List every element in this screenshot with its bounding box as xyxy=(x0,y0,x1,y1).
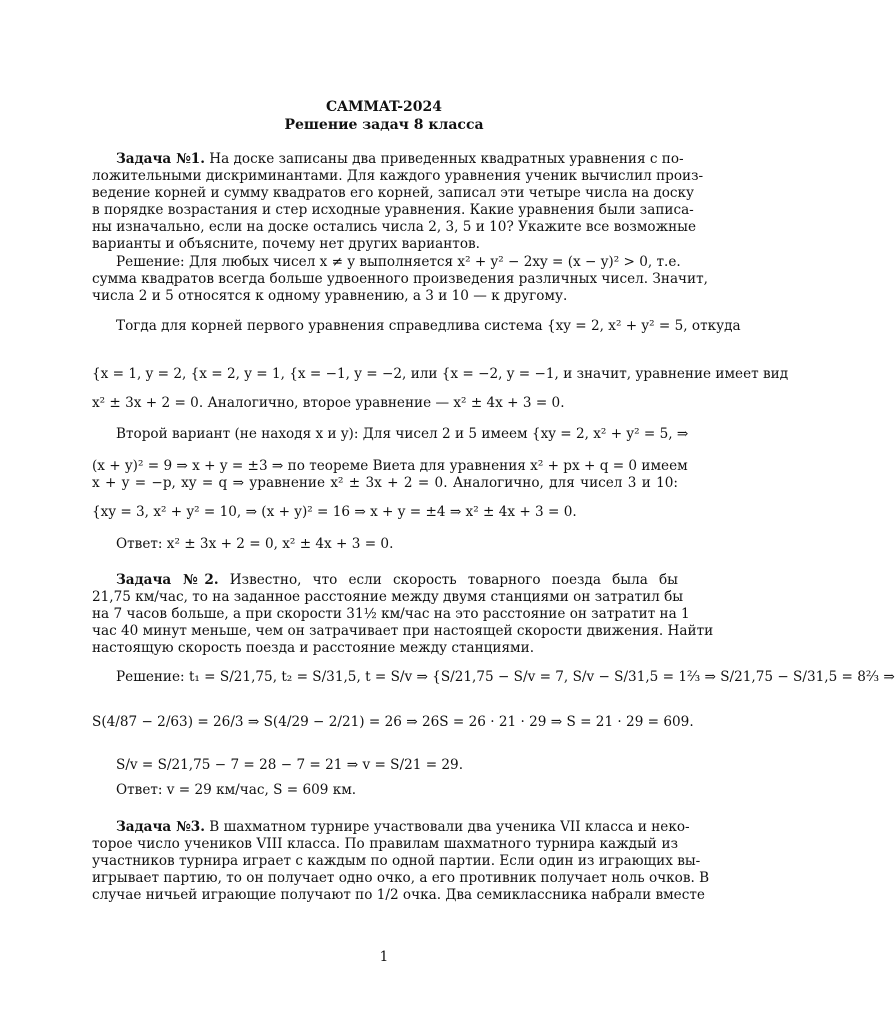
problem-1-line: (x + y)² = 9 ⇒ x + y = ±3 ⇒ по теореме Виета для уравнения x² + px + q = 0 имеем xyxy=(92,458,688,474)
problem-1-line: сумма квадратов всегда больше удвоенного произведения различных чисел. Значит, xyxy=(92,271,708,287)
problem-1-label: Задача №1. xyxy=(116,151,205,167)
problem-1-line: {xy = 3, x² + y² = 10, ⇒ (x + y)² = 16 ⇒ x + y = ±4 ⇒ x² ± 4x + 3 = 0. xyxy=(92,504,577,520)
problem-1-line: числа 2 и 5 относятся к одному уравнению, а 3 и 10 — к другому. xyxy=(92,288,568,304)
problem-3-line: торое число учеников VIII класса. По правилам шахматного турнира каждый из xyxy=(92,836,678,852)
problem-1-answer: Ответ: x² ± 3x + 2 = 0, x² ± 4x + 3 = 0. xyxy=(116,536,394,552)
problem-2-line: Решение: t₁ = S/21,75, t₂ = S/31,5, t = S/v ⇒ {S/21,75 − S/v = 7, S/v − S/31,5 = 1⅔ ⇒ S/21,75 − S/31,5 = 8⅔ ⇒ xyxy=(116,669,895,685)
problem-1-line: варианты и объясните, почему нет других вариантов. xyxy=(92,236,480,252)
problem-1-line: x + y = −p, xy = q ⇒ уравнение x² ± 3x + 2 = 0. Аналогично, для чисел 3 и 10: xyxy=(92,475,678,491)
problem-1-line: ложительными дискриминантами. Для каждого уравнения ученик вычислил произ- xyxy=(92,168,704,184)
problem-2-line: Задача №2. Известно, что если скорость товарного поезда была бы xyxy=(116,572,679,588)
problem-1-line: ны изначально, если на доске остались числа 2, 3, 5 и 10? Укажите все возможные xyxy=(92,219,697,235)
problem-1-line: Задача №1. На доске записаны два приведенных квадратных уравнения с по- xyxy=(116,151,684,167)
problem-2-answer: Ответ: v = 29 км/час, S = 609 км. xyxy=(116,782,357,798)
problem-3-line: случае ничьей играющие получают по 1/2 очка. Два семиклассника набрали вместе xyxy=(92,887,705,903)
problem-1-line: Второй вариант (не находя x и y): Для чисел 2 и 5 имеем {xy = 2, x² + y² = 5, ⇒ xyxy=(116,426,689,442)
problem-3-line: Задача №3. В шахматном турнире участвовали два ученика VII класса и неко- xyxy=(116,819,690,835)
problem-3-label: Задача №3. xyxy=(116,819,205,835)
problem-3-line: участников турнира играет с каждым по одной партии. Если один из играющих вы- xyxy=(92,853,701,869)
document-subtitle: Решение задач 8 класса xyxy=(284,117,484,133)
problem-1-line: Тогда для корней первого уравнения справедлива система {xy = 2, x² + y² = 5, откуда xyxy=(116,318,741,334)
document-title: CAMMAT-2024 xyxy=(326,99,442,115)
problem-1-line: ведение корней и сумму квадратов его корней, записал эти четыре числа на доску xyxy=(92,185,695,201)
problem-2-line: S/v = S/21,75 − 7 = 28 − 7 = 21 ⇒ v = S/21 = 29. xyxy=(116,757,464,773)
problem-1-line: Решение: Для любых чисел x ≠ y выполняется x² + y² − 2xy = (x − y)² > 0, т.е. xyxy=(116,254,681,270)
problem-1-line: x² ± 3x + 2 = 0. Аналогично, второе уравнение — x² ± 4x + 3 = 0. xyxy=(92,395,565,411)
problem-3-line: игрывает партию, то он получает одно очко, а его противник получает ноль очков. В xyxy=(92,870,710,886)
problem-2-line: час 40 минут меньше, чем он затрачивает при настоящей скорости движения. Найти xyxy=(92,623,714,639)
problem-2-line: 21,75 км/час, то на заданное расстояние между двумя станциями он затратил бы xyxy=(92,589,684,605)
problem-1-line: {x = 1, y = 2, {x = 2, y = 1, {x = −1, y = −2, или {x = −2, y = −1, и значит, уравнение имеет вид xyxy=(92,366,789,382)
problem-2-line: на 7 часов больше, а при скорости 31½ км/час на это расстояние он затратит на 1 xyxy=(92,606,690,622)
problem-2-line: S(4/87 − 2/63) = 26/3 ⇒ S(4/29 − 2/21) = 26 ⇒ 26S = 26 · 21 · 29 ⇒ S = 21 · 29 = 609. xyxy=(92,714,694,730)
problem-2-label: Задача №2. xyxy=(116,572,219,588)
problem-1-line: в порядке возрастания и стер исходные уравнения. Какие уравнения были записа- xyxy=(92,202,694,218)
page-number: 1 xyxy=(379,949,389,965)
problem-2-line: настоящую скорость поезда и расстояние между станциями. xyxy=(92,640,535,656)
